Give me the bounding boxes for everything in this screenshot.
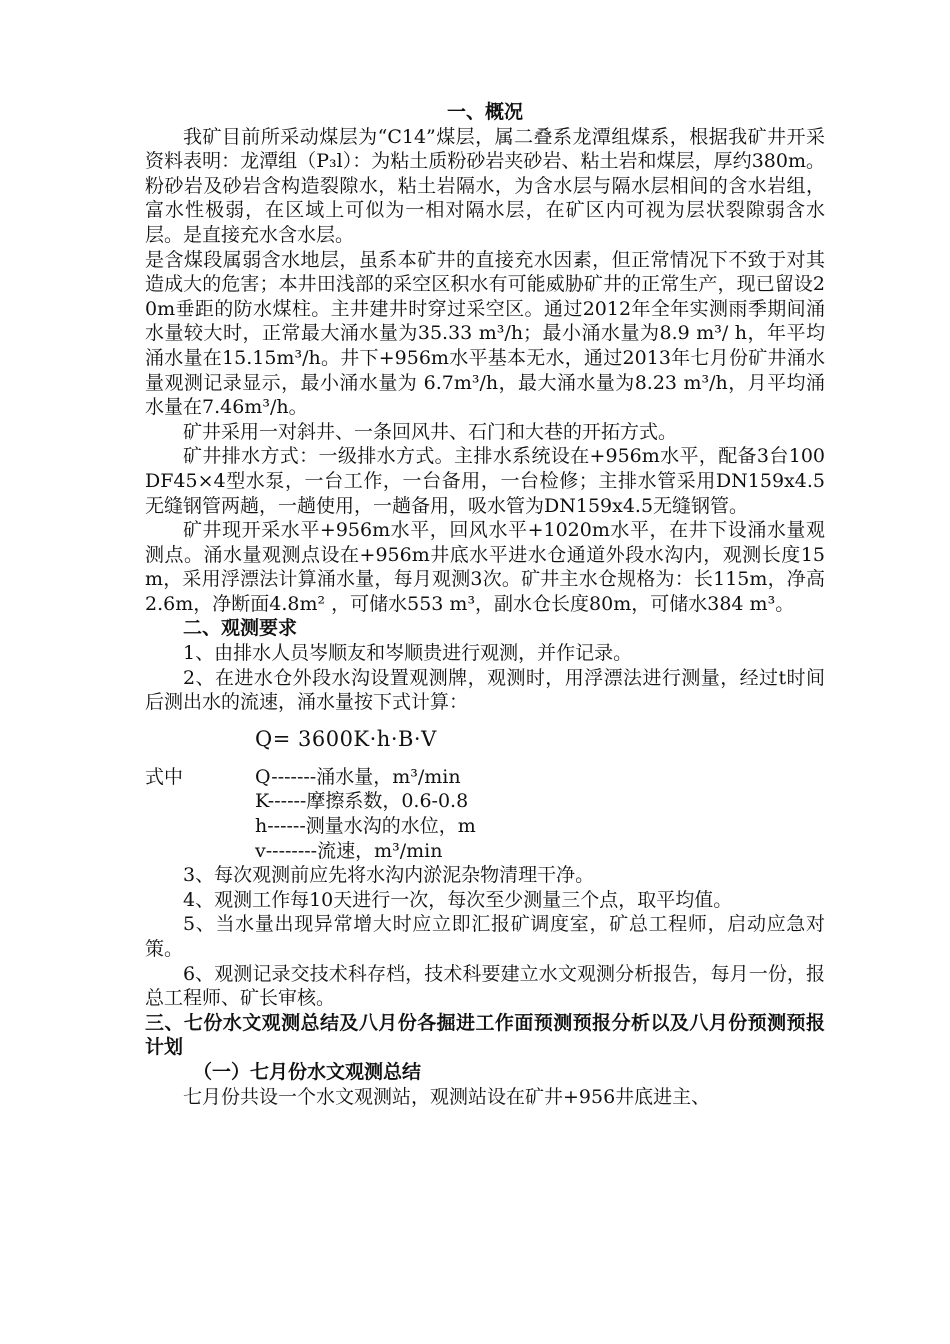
flow-formula: Q= 3600K·h·B·V (255, 726, 437, 751)
requirement-item-1: 1、由排水人员岑顺友和岑顺贵进行观测，并作记录。 (183, 642, 633, 665)
section1-paragraph-4: 矿井排水方式：一级排水方式。主排水系统设在+956m水平，配备3台100DF45×4型水泵，一台工作，一台备用，一台检修；主排水管采用DN159x4.5无缝钢管两趟，一趟使用，一趟备用，吸水管为DN159x4.5无缝钢管。 (145, 445, 825, 517)
legend-item-v: v--------流速，m³/min (255, 839, 443, 862)
formula-legend-label: 式中 (145, 765, 184, 788)
section1-paragraph-2: 是含煤段属弱含水地层，虽系本矿井的直接充水因素，但正常情况下不致于对其造成大的危害；本井田浅部的采空区积水有可能威胁矿井的正常生产，现已留设20m垂距的防水煤柱。主井建井时穿过采空区。通过2012年全年实测雨季期间涌水量较大时，正常最大涌水量为35.33 m³/h；最小涌水量为8.9 m³/ h，年平均涌水量在15.15m³/h。井下+956m水平基本无水，通过2013年七月份矿井涌水量观测记录显示，最小涌水量为 6.7m³/h，最大涌水量为8.23 m³/h，月平均涌水量在7.46m³/h。 (145, 248, 825, 419)
requirement-item-5: 5、当水量出现异常增大时应立即汇报矿调度室，矿总工程师，启动应急对策。 (145, 913, 825, 960)
section3-text-1: 七月份共设一个水文观测站，观测站设在矿井+956井底进主、 (183, 1085, 711, 1108)
section3-title: 三、七份水文观测总结及八月份各掘进工作面预测预报分析以及八月份预测预报计划 (145, 1011, 825, 1059)
formula-legend (145, 765, 825, 863)
section2-title: 二、观测要求 (183, 617, 298, 640)
section1-paragraph-3: 矿井采用一对斜井、一条回风井、石门和大巷的开拓方式。 (183, 420, 678, 443)
requirement-item-4: 4、观测工作每10天进行一次，每次至少测量三个点，取平均值。 (183, 888, 733, 911)
requirement-item-6: 6、观测记录交技术科存档，技术科要建立水文观测分析报告，每月一份，报总工程师、矿长审核。 (145, 962, 825, 1010)
section1-title: 一、概况 (446, 101, 523, 123)
legend-item-q: Q-------涌水量，m³/min (255, 765, 461, 788)
requirement-item-3: 3、每次观测前应先将水沟内淤泥杂物清理干净。 (183, 864, 595, 887)
section1-paragraph-5: 矿井现开采水平+956m水平，回风水平+1020m水平，在井下设涌水量观测点。涌水量观测点设在+956m井底水平进水仓通道外段水沟内，观测长度15m，采用浮漂法计算涌水量，每月观测3次。矿井主水仓规格为：长115m，净高2.6m，净断面4.8m² ，可储水553 m³，副水仓长度80m，可储水384 m³。 (145, 519, 825, 615)
legend-item-h: h------测量水沟的水位，m (255, 815, 476, 838)
section3-subtitle-1: （一）七月份水文观测总结 (193, 1060, 422, 1083)
legend-item-k: K------摩擦系数，0.6-0.8 (255, 790, 469, 813)
section1-paragraph-1: 我矿目前所采动煤层为“C14”煤层，属二叠系龙潭组煤系，根据我矿井开采资料表明：龙潭组（P₃l）：为粘土质粉砂岩夹砂岩、粘土岩和煤层，厚约380m。粉砂岩及砂岩含构造裂隙水，粘土岩隔水，为含水层与隔水层相间的含水岩组，富水性极弱，在区域上可似为一相对隔水层，在矿区内可视为层状裂隙弱含水层。是直接充水含水层。 (145, 125, 825, 246)
requirement-item-2: 2、在进水仓外段水沟设置观测牌，观测时，用浮漂法进行测量，经过t时间后测出水的流速，涌水量按下式计算： (145, 666, 825, 714)
document-page (145, 100, 825, 1109)
